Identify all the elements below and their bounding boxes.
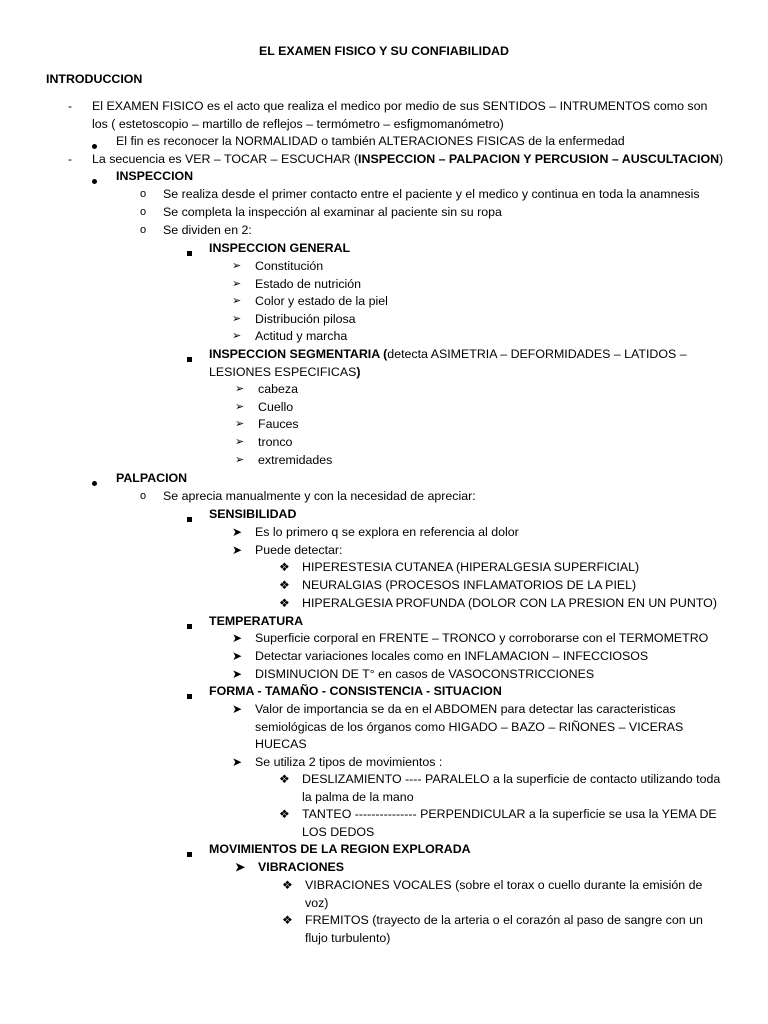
text-line: HIPERALGESIA PROFUNDA (DOLOR CON LA PRESION EN UN PUNTO) xyxy=(302,596,717,610)
text-line: Se realiza desde el primer contacto entre el paciente y el medico y continua en toda la anamnesis xyxy=(163,187,700,201)
text-line: extremidades xyxy=(258,453,333,467)
text-line: Cuello xyxy=(258,399,294,414)
text-line: Detectar variaciones locales como en INFLAMACION – INFECCIOSOS xyxy=(255,649,649,663)
arrowhead-bullet-icon: ➢ xyxy=(232,277,242,290)
subheading-movimientos: MOVIMIENTOS DE LA REGION EXPLORADA xyxy=(209,842,471,856)
square-bullet-icon xyxy=(187,694,192,699)
text-line: Constitución xyxy=(255,259,324,273)
text-segment-bold: INSPECCION SEGMENTARIA ( xyxy=(209,347,388,361)
circle-bullet: o xyxy=(140,490,147,502)
arrow-bullet-icon: ➤ xyxy=(232,631,243,645)
text-line: Se utiliza 2 tipos de movimientos : xyxy=(255,754,443,769)
document-title: EL EXAMEN FISICO Y SU CONFIABILIDAD xyxy=(259,44,509,58)
text-line: Color y estado de la piel xyxy=(255,294,388,308)
text-line: DESLIZAMIENTO ---- PARALELO a la superficie de contacto utilizando toda xyxy=(302,772,721,786)
text-line: cabeza xyxy=(258,382,298,396)
text-line: semiológicas de los órganos como HIGADO – BAZO – RIÑONES – VICERAS xyxy=(255,719,684,734)
subheading-sensibilidad: SENSIBILIDAD xyxy=(209,507,297,521)
subheading-forma: FORMA - TAMAÑO - CONSISTENCIA - SITUACION xyxy=(209,684,502,698)
arrowhead-bullet-icon: ➢ xyxy=(235,436,245,448)
diamond-bullet-icon: ❖ xyxy=(279,560,290,574)
subheading-inspeccion: INSPECCION xyxy=(116,169,194,183)
round-bullet-icon xyxy=(92,179,97,184)
arrowhead-bullet-icon: ➢ xyxy=(235,454,245,466)
text-line: NEURALGIAS (PROCESOS INFLAMATORIOS DE LA PIEL) xyxy=(302,578,637,592)
text-line: TANTEO --------------- PERPENDICULAR a la superficie se usa la YEMA DE xyxy=(302,807,717,821)
round-bullet-icon xyxy=(92,144,97,149)
text-line: Actitud y marcha xyxy=(255,329,348,343)
arrowhead-bullet-icon: ➢ xyxy=(235,400,245,413)
arrowhead-bullet-icon: ➢ xyxy=(235,418,245,430)
text-segment: ) xyxy=(719,151,724,166)
text-segment: LESIONES ESPECIFICAS xyxy=(209,364,357,379)
text-line: flujo turbulento) xyxy=(305,930,391,945)
arrow-bullet-icon: ➤ xyxy=(232,754,243,769)
diamond-bullet-icon: ❖ xyxy=(282,913,293,927)
text-line: Se completa la inspección al examinar al paciente sin su ropa xyxy=(163,205,502,219)
diamond-bullet-icon: ❖ xyxy=(279,807,290,821)
text-line: voz) xyxy=(305,895,329,910)
circle-bullet: o xyxy=(140,188,147,200)
text-segment-bold: ) xyxy=(356,364,361,379)
text-line xyxy=(209,346,687,364)
arrow-bullet-icon: ➤ xyxy=(232,666,243,681)
text-line: LOS DEDOS xyxy=(302,824,375,839)
text-segment: La secuencia es VER – TOCAR – ESCUCHAR ( xyxy=(92,151,359,166)
arrow-bullet-icon: ➤ xyxy=(232,702,243,716)
arrowhead-bullet-icon: ➢ xyxy=(232,330,242,342)
text-line: Estado de nutrición xyxy=(255,276,362,291)
section-heading-introduccion: INTRODUCCION xyxy=(46,72,143,86)
text-line: HUECAS xyxy=(255,737,307,751)
text-line xyxy=(209,364,361,382)
dash-bullet: - xyxy=(68,151,72,166)
subheading-inspeccion-general: INSPECCION GENERAL xyxy=(209,241,351,255)
text-segment: detecta ASIMETRIA – DEFORMIDADES – LATIDOS – xyxy=(387,347,687,361)
text-line: VIBRACIONES VOCALES (sobre el torax o cuello durante la emisión de xyxy=(305,878,703,892)
arrow-bullet-icon: ➤ xyxy=(235,860,246,874)
round-bullet-icon xyxy=(92,481,97,486)
circle-bullet: o xyxy=(140,224,147,236)
text-line xyxy=(92,151,723,169)
text-segment-bold: INSPECCION – PALPACION Y PERCUSION – AUSCULTACION xyxy=(358,151,720,166)
text-line: tronco xyxy=(258,435,293,449)
text-line: FREMITOS (trayecto de la arteria o el corazón al paso de sangre con un xyxy=(305,913,703,927)
arrowhead-bullet-icon: ➢ xyxy=(235,383,245,395)
subheading-temperatura: TEMPERATURA xyxy=(209,613,304,628)
square-bullet-icon xyxy=(187,517,192,522)
arrow-bullet-icon: ➤ xyxy=(232,525,243,539)
arrowhead-bullet-icon: ➢ xyxy=(232,260,242,272)
circle-bullet: o xyxy=(140,206,147,218)
text-line: Se dividen en 2: xyxy=(163,223,252,237)
square-bullet-icon xyxy=(187,251,192,256)
arrow-bullet-icon: ➤ xyxy=(232,649,243,663)
text-line: HIPERESTESIA CUTANEA (HIPERALGESIA SUPERFICIAL) xyxy=(302,560,640,574)
text-line: Superficie corporal en FRENTE – TRONCO y corroborarse con el TERMOMETRO xyxy=(255,631,709,645)
arrow-bullet-icon: ➤ xyxy=(232,542,243,557)
diamond-bullet-icon: ❖ xyxy=(279,578,290,592)
text-line: DISMINUCION DE T° en casos de VASOCONSTRICCIONES xyxy=(255,666,595,681)
square-bullet-icon xyxy=(187,357,192,362)
arrowhead-bullet-icon: ➢ xyxy=(232,295,242,307)
diamond-bullet-icon: ❖ xyxy=(279,596,290,610)
text-line: Se aprecia manualmente y con la necesidad de apreciar: xyxy=(163,489,476,503)
text-line: Es lo primero q se explora en referencia al dolor xyxy=(255,525,519,539)
subheading-vibraciones: VIBRACIONES xyxy=(258,860,345,874)
arrowhead-bullet-icon: ➢ xyxy=(232,312,242,325)
text-line: los ( estetoscopio – martillo de reflejos – termómetro – esfigmomanómetro) xyxy=(92,116,504,131)
text-line: El EXAMEN FISICO es el acto que realiza el medico por medio de sus SENTIDOS – INTRUMENTOS como son xyxy=(92,99,708,113)
text-line: Fauces xyxy=(258,417,299,431)
text-line: Distribución pilosa xyxy=(255,311,356,326)
text-line: El fin es reconocer la NORMALIDAD o también ALTERACIONES FISICAS de la enfermedad xyxy=(116,134,625,148)
subheading-palpacion: PALPACION xyxy=(116,471,188,485)
diamond-bullet-icon: ❖ xyxy=(282,878,293,892)
text-line: Puede detectar: xyxy=(255,542,343,557)
square-bullet-icon xyxy=(187,624,192,629)
text-line: la palma de la mano xyxy=(302,789,414,804)
dash-bullet: - xyxy=(68,99,72,113)
text-line: Valor de importancia se da en el ABDOMEN para detectar las caracteristicas xyxy=(255,702,676,716)
square-bullet-icon xyxy=(187,852,192,857)
diamond-bullet-icon: ❖ xyxy=(279,772,290,786)
